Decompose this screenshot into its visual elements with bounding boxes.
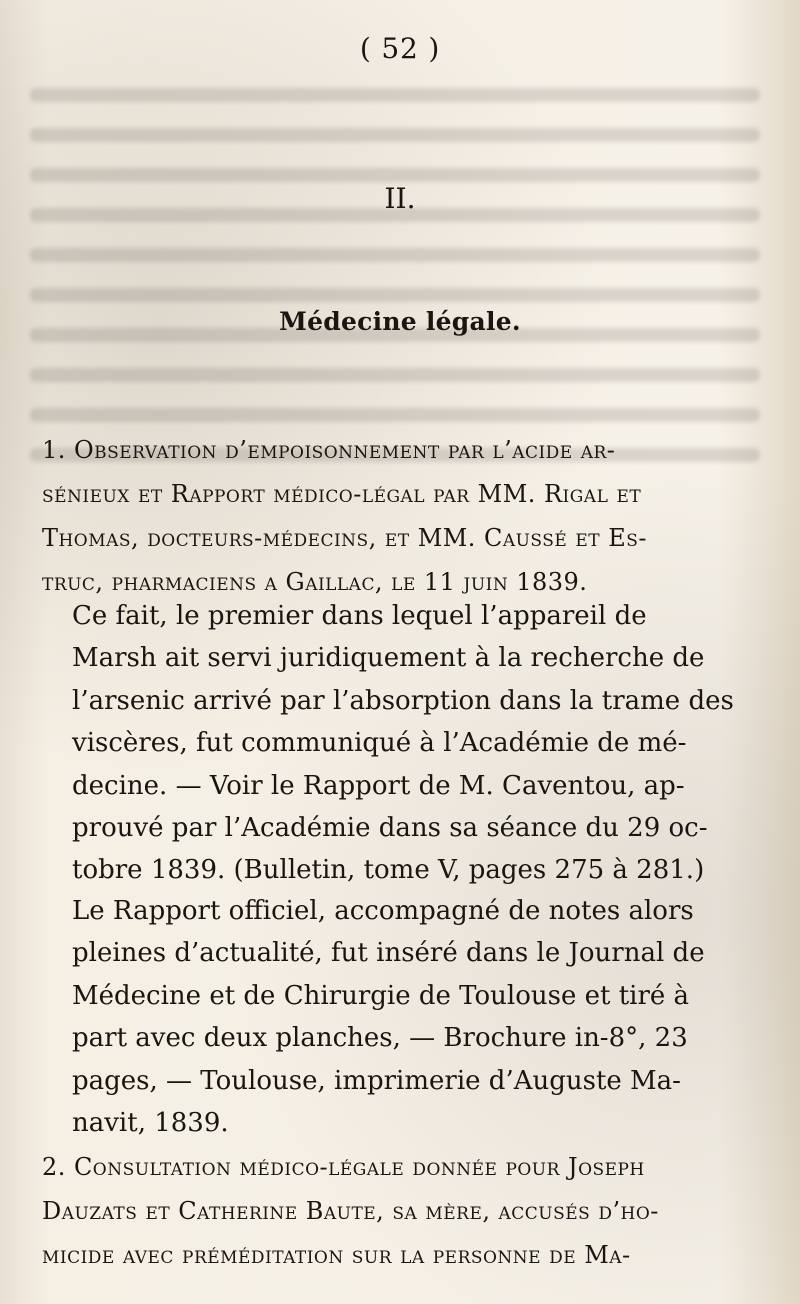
paragraph-1-line-3: l’arsenic arrivé par l’absorption dans la trame des (72, 685, 734, 716)
paragraph-2-line-3: Médecine et de Chirurgie de Toulouse et tiré à (72, 980, 690, 1011)
entry-2-heading-line-3: micide avec préméditation sur la personne de Ma- (42, 1241, 631, 1269)
paragraph-2-line-6: navit, 1839. (72, 1108, 229, 1139)
paragraph-1-line-2: Marsh ait servi juridiquement à la recherche de (72, 643, 705, 674)
paragraph-2-line-1: Le Rapport officiel, accompagné de notes alors (72, 896, 694, 926)
paragraph-1-line-6: prouvé par l’Académie dans sa séance du 29 oc- (72, 813, 708, 844)
paragraph-2-line-5: pages, — Toulouse, imprimerie d’Auguste Ma- (72, 1065, 681, 1096)
paragraph-2-line-2: pleines d’actualité, fut inséré dans le Journal de (72, 938, 705, 969)
section-title: Médecine légale. (279, 307, 521, 336)
entry-1-heading-line-2: sénieux et Rapport médico-légal par MM. Rigal et (42, 480, 642, 508)
paragraph-1-line-5: decine. — Voir le Rapport de M. Caventou, ap- (72, 770, 685, 801)
entry-2-heading-line-2: Dauzats et Catherine Baute, sa mère, accusés d’ho- (42, 1197, 659, 1225)
entry-2-heading (42, 1145, 758, 1277)
paragraph-2-line-4: part avec deux planches, — Brochure in-8°, 23 (72, 1023, 688, 1054)
entry-1-heading-line-1: 1. Observation d’empoisonnement par l’acide ar- (42, 436, 616, 464)
entry-1-heading-line-3: Thomas, docteurs-médecins, et MM. Caussé et Es- (42, 524, 647, 552)
entry-1-heading (42, 428, 758, 604)
paragraph-1-line-7: tobre 1839. (Bulletin, tome V, pages 275 à 281.) (72, 855, 705, 886)
page-number: ( 52 ) (359, 32, 441, 65)
paragraph-1-line-4: viscères, fut communiqué à l’Académie de mé- (72, 728, 687, 759)
paragraph-1-line-1: Ce fait, le premier dans lequel l’appareil de (72, 601, 647, 631)
entry-2-heading-line-1: 2. Consultation médico-légale donnée pour Joseph (42, 1153, 645, 1181)
entry-1-heading-line-4: truc, pharmaciens a Gaillac, le 11 juin 1839. (42, 568, 588, 596)
entry-1-paragraph-2 (42, 890, 758, 1144)
entry-1-paragraph-1 (42, 595, 758, 892)
section-number: II. (384, 182, 416, 215)
